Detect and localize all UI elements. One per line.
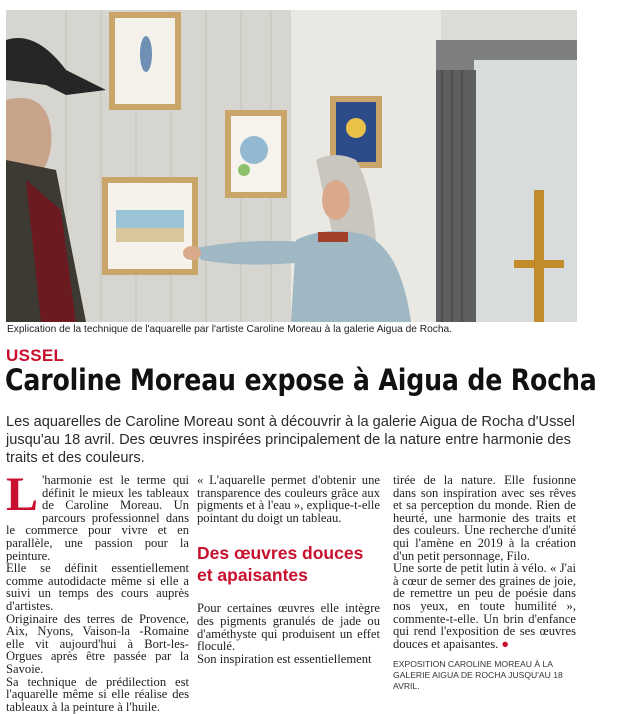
photo-caption: Explication de la technique de l'aquarelle par l'artiste Caroline Moreau à la galerie Aigua de Rocha. [7, 324, 453, 335]
end-mark: ● [501, 636, 510, 651]
article-photo [6, 10, 577, 322]
paragraph: tirée de la nature. Elle fusionne dans son inspiration avec ses rêves et sa perception du monde. Rien de heurté, une harmonie des traits et des couleurs. Une recherche d'unité qui l'amène en 2019 à la création d'un petit personnage, Filo. [393, 473, 576, 563]
section-subheading: Des œuvres douces et apaisantes [197, 543, 364, 586]
paragraph: 'harmonie est le terme qui définit le mieux les tableaux de Caroline Moreau. Un parcours professionnel dans le commerce pour vivre et en parallèle, une passion pour la peinture. [6, 473, 189, 563]
paragraph: « L'aquarelle permet d'obtenir une transparence des couleurs grâce aux pigments et à l'eau », explique-t-elle pointant du doigt un tableau. [197, 473, 380, 525]
article-lede: Les aquarelles de Caroline Moreau sont à découvrir à la galerie Aigua de Rocha d'Ussel jusqu'au 18 avril. Des œuvres inspirées principalement de la nature entre harmonie des traits et des couleurs. [6, 414, 576, 466]
paragraph-text: Une sorte de petit lutin à vélo. « J'ai à cœur de semer des graines de joie, de remettre un peu de poésie dans nos yeux, en toute humilité », commente-t-elle. Un brin d'enfance qui rend l'exposition de ses œuvres douces et apaisantes. [393, 561, 576, 651]
photo-credit: EXPOSITION CAROLINE MOREAU À LA GALERIE AIGUA DE ROCHA JUSQU'AU 18 AVRIL. [393, 659, 563, 691]
paragraph: Son inspiration est essentiellement [197, 651, 372, 666]
article-headline: Caroline Moreau expose à Aigua de Rocha [5, 363, 597, 397]
section-kicker: USSEL [6, 346, 65, 365]
paragraph: Originaire des terres de Provence, Aix, Nyons, Vaison-la -Romaine elle vit aujourd'hui à Bort-les-Orgues après être passée par la Savoie. [6, 611, 189, 676]
paragraph: Elle se définit essentiellement comme autodidacte même si elle a suivi un temps des cours auprès d'artistes. [6, 561, 189, 613]
gallery-photo-illustration [6, 10, 577, 322]
paragraph [393, 562, 576, 650]
article-column-1 [6, 468, 189, 714]
paragraph: Pour certaines œuvres elle intègre des pigments granulés de jade ou d'améthyste qui produisent un effet floculé. [197, 601, 380, 654]
article-column-3 [393, 474, 576, 650]
drop-cap: L [6, 468, 39, 521]
article-column-2 [197, 474, 380, 665]
paragraph: Sa technique de prédilection est l'aquarelle même si elle réalise des tableaux à la peinture à l'huile. [6, 674, 189, 714]
